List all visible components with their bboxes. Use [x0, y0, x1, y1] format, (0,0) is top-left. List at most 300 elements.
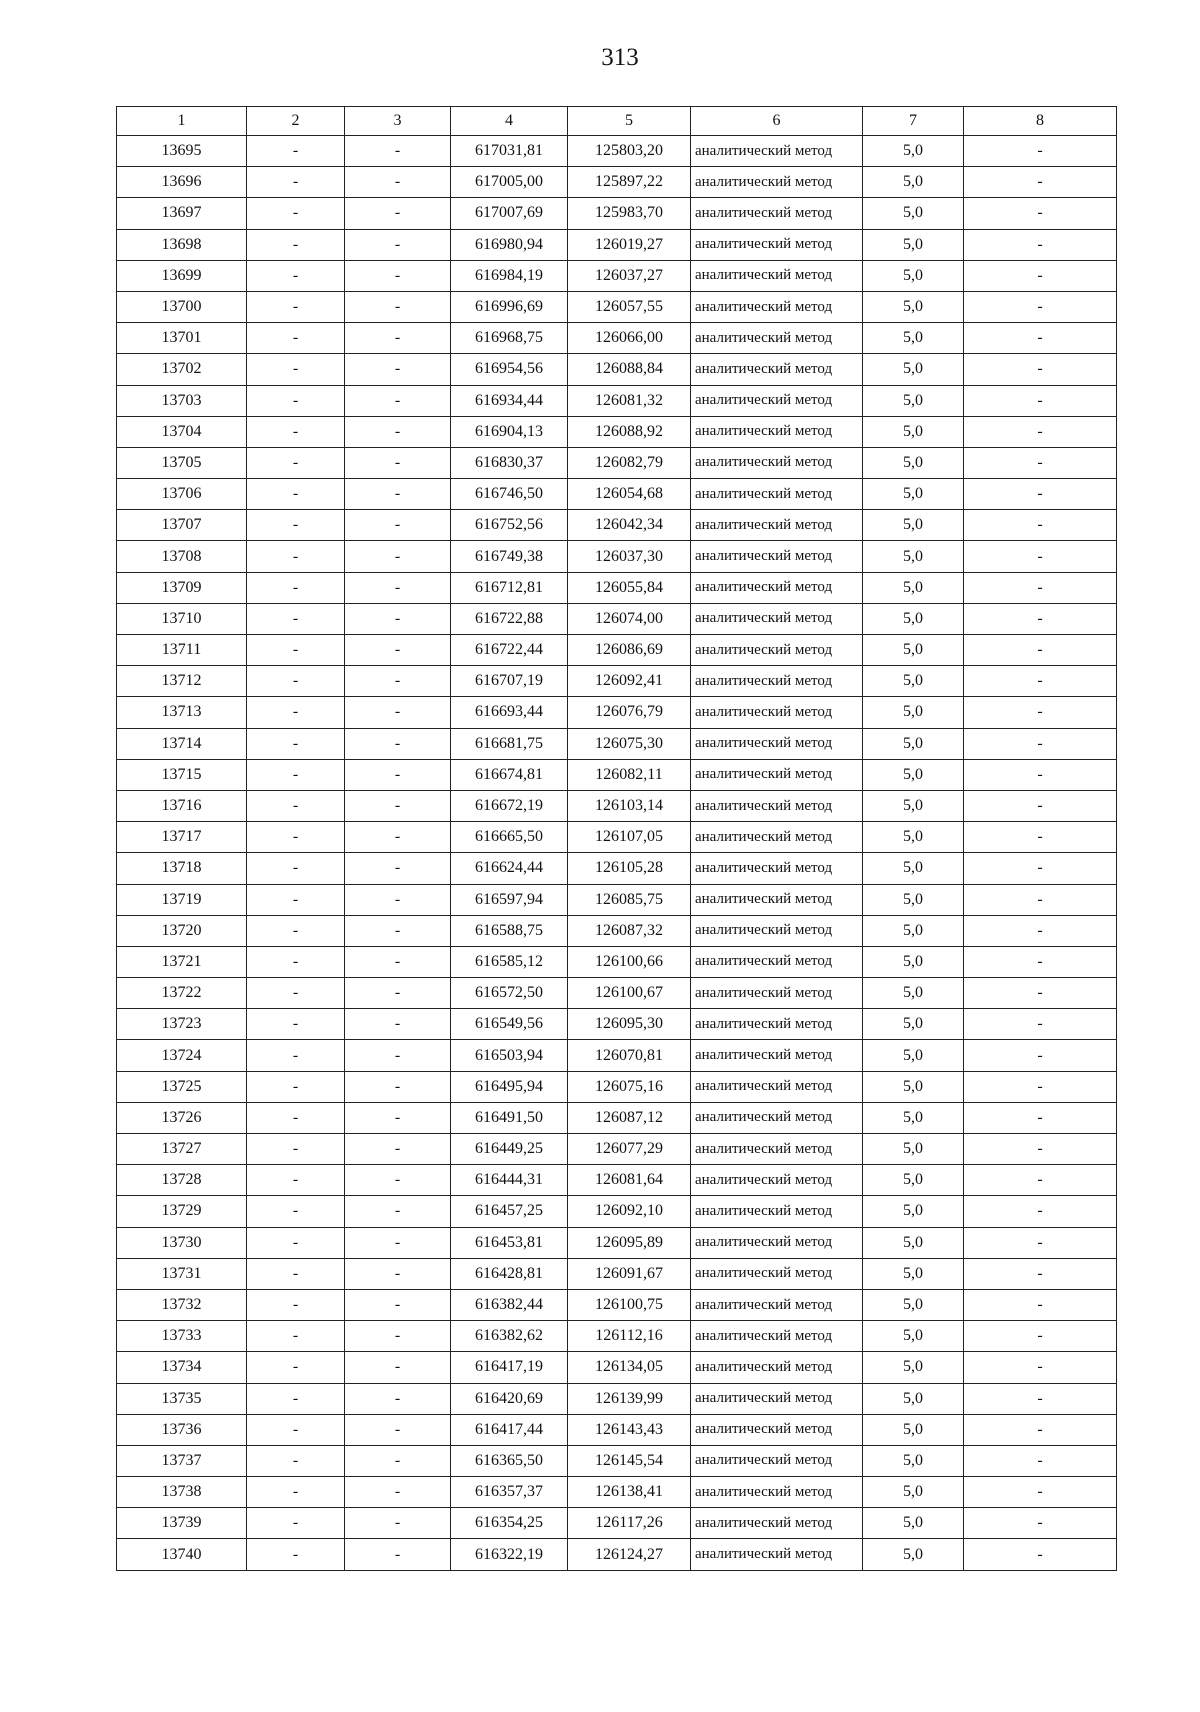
table-cell: 5,0 [863, 1009, 964, 1040]
table-cell: аналитический метод [691, 790, 863, 821]
table-cell: аналитический метод [691, 385, 863, 416]
table-cell: 126066,00 [568, 323, 691, 354]
table-cell: - [247, 447, 345, 478]
table-cell: 13711 [117, 635, 247, 666]
table-cell: - [345, 167, 451, 198]
header-cell: 7 [863, 107, 964, 136]
table-cell: 13718 [117, 853, 247, 884]
table-cell: - [247, 1352, 345, 1383]
table-cell: аналитический метод [691, 323, 863, 354]
table-row [117, 416, 1117, 447]
table-cell: - [964, 1508, 1117, 1539]
table-cell: 5,0 [863, 1539, 964, 1570]
table-cell: 13735 [117, 1383, 247, 1414]
table-cell: - [345, 510, 451, 541]
table-cell: 126076,79 [568, 697, 691, 728]
table-cell: 616934,44 [451, 385, 568, 416]
table-cell: - [964, 759, 1117, 790]
table-cell: - [964, 978, 1117, 1009]
table-cell: - [964, 1102, 1117, 1133]
table-cell: аналитический метод [691, 884, 863, 915]
table-cell: 126054,68 [568, 479, 691, 510]
table-cell: аналитический метод [691, 354, 863, 385]
table-cell: 13715 [117, 759, 247, 790]
table-cell: 126088,92 [568, 416, 691, 447]
table-row [117, 1227, 1117, 1258]
table-cell: аналитический метод [691, 1009, 863, 1040]
table-cell: 5,0 [863, 1165, 964, 1196]
table-cell: 5,0 [863, 1102, 964, 1133]
table-cell: 125983,70 [568, 198, 691, 229]
table-cell: - [247, 1196, 345, 1227]
table-cell: - [345, 666, 451, 697]
table-cell: 5,0 [863, 291, 964, 322]
table-cell: - [964, 354, 1117, 385]
table-cell: - [247, 1102, 345, 1133]
table-cell: 616624,44 [451, 853, 568, 884]
table-cell: 126037,27 [568, 260, 691, 291]
table-cell: 13736 [117, 1414, 247, 1445]
header-cell: 5 [568, 107, 691, 136]
table-cell: - [964, 198, 1117, 229]
table-cell: 126087,32 [568, 915, 691, 946]
table-row [117, 1009, 1117, 1040]
table-cell: 616417,44 [451, 1414, 568, 1445]
header-cell: 2 [247, 107, 345, 136]
table-row [117, 510, 1117, 541]
table-cell: 126092,10 [568, 1196, 691, 1227]
table-cell: 5,0 [863, 1258, 964, 1289]
table-cell: 5,0 [863, 385, 964, 416]
table-cell: 616597,94 [451, 884, 568, 915]
table-cell: - [964, 510, 1117, 541]
table-cell: 616681,75 [451, 728, 568, 759]
table-cell: 13729 [117, 1196, 247, 1227]
table-cell: 5,0 [863, 728, 964, 759]
table-cell: аналитический метод [691, 853, 863, 884]
table-row [117, 1258, 1117, 1289]
table-cell: - [964, 1289, 1117, 1320]
table-cell: - [247, 167, 345, 198]
table-row [117, 915, 1117, 946]
table-cell: - [247, 136, 345, 167]
table-cell: 126100,66 [568, 946, 691, 977]
table-cell: - [345, 822, 451, 853]
table-cell: - [964, 229, 1117, 260]
table-cell: 126138,41 [568, 1477, 691, 1508]
table-cell: - [345, 1227, 451, 1258]
table-cell: 13714 [117, 728, 247, 759]
table-cell: 126092,41 [568, 666, 691, 697]
table-cell: 616693,44 [451, 697, 568, 728]
table-cell: - [247, 385, 345, 416]
table-cell: 13695 [117, 136, 247, 167]
table-cell: - [345, 541, 451, 572]
table-cell: 126074,00 [568, 603, 691, 634]
table-cell: 13726 [117, 1102, 247, 1133]
table-cell: - [247, 1539, 345, 1570]
table-row [117, 447, 1117, 478]
table-cell: - [247, 1227, 345, 1258]
table-cell: 126070,81 [568, 1040, 691, 1071]
table-cell: - [247, 354, 345, 385]
table-cell: 616954,56 [451, 354, 568, 385]
table-cell: - [247, 884, 345, 915]
table-cell: 616417,19 [451, 1352, 568, 1383]
table-cell: 126117,26 [568, 1508, 691, 1539]
table-cell: 616365,50 [451, 1445, 568, 1476]
table-cell: - [964, 853, 1117, 884]
table-cell: 126082,11 [568, 759, 691, 790]
table-cell: - [345, 229, 451, 260]
table-row [117, 1165, 1117, 1196]
table-cell: 13722 [117, 978, 247, 1009]
table-cell: 5,0 [863, 790, 964, 821]
table-cell: аналитический метод [691, 603, 863, 634]
table-cell: 5,0 [863, 136, 964, 167]
table-cell: - [345, 1165, 451, 1196]
table-cell: аналитический метод [691, 1196, 863, 1227]
table-cell: 616357,37 [451, 1477, 568, 1508]
table-cell: - [345, 447, 451, 478]
table-cell: - [345, 1040, 451, 1071]
table-cell: 616449,25 [451, 1134, 568, 1165]
table-cell: аналитический метод [691, 1383, 863, 1414]
table-cell: 13701 [117, 323, 247, 354]
table-cell: 13705 [117, 447, 247, 478]
table-cell: 5,0 [863, 1321, 964, 1352]
table-cell: 13723 [117, 1009, 247, 1040]
table-header-row [117, 107, 1117, 136]
table-cell: 616588,75 [451, 915, 568, 946]
table-cell: 13706 [117, 479, 247, 510]
table-cell: 126085,75 [568, 884, 691, 915]
table-row [117, 1477, 1117, 1508]
table-cell: аналитический метод [691, 1258, 863, 1289]
header-cell: 3 [345, 107, 451, 136]
table-cell: 13700 [117, 291, 247, 322]
table-cell: - [964, 603, 1117, 634]
table-row [117, 1321, 1117, 1352]
table-cell: - [247, 229, 345, 260]
table-cell: аналитический метод [691, 1477, 863, 1508]
table-cell: аналитический метод [691, 915, 863, 946]
table-cell: аналитический метод [691, 479, 863, 510]
table-cell: аналитический метод [691, 1414, 863, 1445]
table-cell: - [964, 1040, 1117, 1071]
table-cell: - [964, 790, 1117, 821]
table-cell: 5,0 [863, 572, 964, 603]
table-row [117, 323, 1117, 354]
table-cell: 125897,22 [568, 167, 691, 198]
table-cell: 126057,55 [568, 291, 691, 322]
table-cell: 13732 [117, 1289, 247, 1320]
table-cell: - [247, 1165, 345, 1196]
table-row [117, 136, 1117, 167]
table-cell: 13697 [117, 198, 247, 229]
table-row [117, 1414, 1117, 1445]
table-cell: 13710 [117, 603, 247, 634]
table-cell: - [345, 1352, 451, 1383]
table-row [117, 1196, 1117, 1227]
table-cell: - [964, 1258, 1117, 1289]
table-row [117, 790, 1117, 821]
table-cell: - [345, 1134, 451, 1165]
table-cell: 5,0 [863, 1414, 964, 1445]
table-cell: аналитический метод [691, 759, 863, 790]
table-cell: - [345, 790, 451, 821]
table-cell: аналитический метод [691, 1508, 863, 1539]
table-cell: - [247, 728, 345, 759]
table-cell: аналитический метод [691, 1352, 863, 1383]
table-cell: 13708 [117, 541, 247, 572]
table-cell: 616354,25 [451, 1508, 568, 1539]
table-cell: 126055,84 [568, 572, 691, 603]
table-cell: 126095,30 [568, 1009, 691, 1040]
table-cell: аналитический метод [691, 1289, 863, 1320]
table-cell: 13731 [117, 1258, 247, 1289]
table-cell: аналитический метод [691, 510, 863, 541]
table-cell: - [964, 915, 1117, 946]
table-row [117, 479, 1117, 510]
table-cell: 5,0 [863, 416, 964, 447]
table-row [117, 728, 1117, 759]
table-cell: 5,0 [863, 1445, 964, 1476]
table-cell: - [345, 1477, 451, 1508]
table-cell: аналитический метод [691, 978, 863, 1009]
table-cell: - [964, 884, 1117, 915]
table-cell: 126124,27 [568, 1539, 691, 1570]
table-cell: 126037,30 [568, 541, 691, 572]
table-row [117, 385, 1117, 416]
table-cell: 616572,50 [451, 978, 568, 1009]
table-cell: - [964, 1165, 1117, 1196]
table-cell: 13725 [117, 1071, 247, 1102]
table-cell: 617007,69 [451, 198, 568, 229]
table-row [117, 603, 1117, 634]
table-cell: - [345, 915, 451, 946]
table-cell: 616491,50 [451, 1102, 568, 1133]
table-row [117, 822, 1117, 853]
table-cell: - [964, 1414, 1117, 1445]
table-cell: - [964, 1445, 1117, 1476]
table-cell: 13721 [117, 946, 247, 977]
table-cell: - [247, 1477, 345, 1508]
table-cell: - [964, 666, 1117, 697]
table-cell: - [964, 822, 1117, 853]
table-cell: - [964, 1321, 1117, 1352]
table-cell: - [247, 666, 345, 697]
table-row [117, 978, 1117, 1009]
table-row [117, 1289, 1117, 1320]
coordinates-table [116, 106, 1117, 1571]
table-cell: аналитический метод [691, 1071, 863, 1102]
table-cell: 126088,84 [568, 354, 691, 385]
header-cell: 6 [691, 107, 863, 136]
table-cell: - [247, 479, 345, 510]
table-cell: 13720 [117, 915, 247, 946]
table-cell: 616444,31 [451, 1165, 568, 1196]
table-cell: - [345, 1196, 451, 1227]
table-cell: 616382,44 [451, 1289, 568, 1320]
table-cell: аналитический метод [691, 666, 863, 697]
table-cell: 616420,69 [451, 1383, 568, 1414]
table-row [117, 198, 1117, 229]
table-row [117, 635, 1117, 666]
table-row [117, 1383, 1117, 1414]
table-row [117, 946, 1117, 977]
table-cell: 5,0 [863, 447, 964, 478]
table-cell: 126105,28 [568, 853, 691, 884]
table-cell: - [964, 1477, 1117, 1508]
table-cell: 5,0 [863, 915, 964, 946]
table-row [117, 1539, 1117, 1570]
table-cell: 5,0 [863, 541, 964, 572]
table-cell: 126042,34 [568, 510, 691, 541]
table-cell: 5,0 [863, 1040, 964, 1071]
table-cell: - [247, 260, 345, 291]
table-cell: аналитический метод [691, 635, 863, 666]
table-cell: 126019,27 [568, 229, 691, 260]
table-cell: - [964, 416, 1117, 447]
table-cell: - [964, 447, 1117, 478]
table-cell: аналитический метод [691, 946, 863, 977]
table-cell: 126091,67 [568, 1258, 691, 1289]
table-cell: - [345, 260, 451, 291]
table-cell: 5,0 [863, 323, 964, 354]
table-cell: аналитический метод [691, 1134, 863, 1165]
table-cell: 13739 [117, 1508, 247, 1539]
table-cell: - [247, 572, 345, 603]
table-cell: - [247, 853, 345, 884]
table-cell: 616980,94 [451, 229, 568, 260]
table-cell: - [345, 1539, 451, 1570]
table-cell: 126100,67 [568, 978, 691, 1009]
table-cell: - [345, 1102, 451, 1133]
table-cell: 5,0 [863, 697, 964, 728]
table-cell: 126087,12 [568, 1102, 691, 1133]
table-cell: аналитический метод [691, 1040, 863, 1071]
table-cell: - [964, 572, 1117, 603]
table-row [117, 666, 1117, 697]
table-cell: 5,0 [863, 1227, 964, 1258]
table-cell: - [964, 1227, 1117, 1258]
table-cell: 126075,16 [568, 1071, 691, 1102]
table-cell: 616968,75 [451, 323, 568, 354]
table-row [117, 1445, 1117, 1476]
table-cell: - [247, 323, 345, 354]
table-cell: - [247, 946, 345, 977]
table-cell: - [345, 1321, 451, 1352]
table-cell: 13738 [117, 1477, 247, 1508]
table-cell: 5,0 [863, 1352, 964, 1383]
table-cell: - [964, 946, 1117, 977]
table-cell: 616712,81 [451, 572, 568, 603]
table-cell: - [247, 1289, 345, 1320]
table-cell: - [247, 1071, 345, 1102]
table-cell: 616674,81 [451, 759, 568, 790]
table-cell: аналитический метод [691, 447, 863, 478]
table-cell: аналитический метод [691, 1445, 863, 1476]
table-cell: 126139,99 [568, 1383, 691, 1414]
table-cell: - [247, 1321, 345, 1352]
table-cell: 5,0 [863, 167, 964, 198]
table-body [117, 107, 1117, 1571]
table-cell: - [964, 541, 1117, 572]
table-cell: - [964, 260, 1117, 291]
table-cell: - [345, 1414, 451, 1445]
table-cell: 5,0 [863, 1289, 964, 1320]
table-cell: 5,0 [863, 1071, 964, 1102]
table-cell: - [345, 635, 451, 666]
table-cell: 5,0 [863, 354, 964, 385]
table-cell: 126081,64 [568, 1165, 691, 1196]
table-cell: 5,0 [863, 1383, 964, 1414]
table-row [117, 572, 1117, 603]
table-cell: - [247, 1258, 345, 1289]
table-cell: 616752,56 [451, 510, 568, 541]
table-cell: аналитический метод [691, 1227, 863, 1258]
table-cell: 616453,81 [451, 1227, 568, 1258]
table-cell: 13704 [117, 416, 247, 447]
table-cell: 5,0 [863, 229, 964, 260]
table-cell: - [247, 416, 345, 447]
table-cell: - [345, 1445, 451, 1476]
table-cell: аналитический метод [691, 541, 863, 572]
table-cell: 5,0 [863, 479, 964, 510]
table-cell: - [247, 697, 345, 728]
table-cell: - [345, 1289, 451, 1320]
table-cell: - [247, 510, 345, 541]
table-cell: 616984,19 [451, 260, 568, 291]
table-cell: - [345, 572, 451, 603]
table-cell: - [345, 728, 451, 759]
header-cell: 4 [451, 107, 568, 136]
table-cell: 126095,89 [568, 1227, 691, 1258]
table-cell: 126082,79 [568, 447, 691, 478]
table-cell: аналитический метод [691, 728, 863, 759]
table-cell: 126103,14 [568, 790, 691, 821]
table-cell: 126112,16 [568, 1321, 691, 1352]
table-cell: 5,0 [863, 946, 964, 977]
table-cell: - [247, 1009, 345, 1040]
table-row [117, 229, 1117, 260]
table-cell: - [345, 697, 451, 728]
table-cell: - [247, 822, 345, 853]
table-row [117, 853, 1117, 884]
table-cell: 126100,75 [568, 1289, 691, 1320]
table-cell: 616503,94 [451, 1040, 568, 1071]
table-cell: - [345, 1009, 451, 1040]
table-cell: - [345, 1258, 451, 1289]
table-cell: - [345, 1508, 451, 1539]
table-row [117, 697, 1117, 728]
table-cell: - [247, 1414, 345, 1445]
table-cell: 126134,05 [568, 1352, 691, 1383]
table-cell: - [345, 884, 451, 915]
table-cell: аналитический метод [691, 260, 863, 291]
table-cell: 13728 [117, 1165, 247, 1196]
table-row [117, 1102, 1117, 1133]
table-cell: 13713 [117, 697, 247, 728]
table-cell: 126077,29 [568, 1134, 691, 1165]
table-cell: 13719 [117, 884, 247, 915]
table-cell: 616904,13 [451, 416, 568, 447]
table-row [117, 167, 1117, 198]
table-cell: аналитический метод [691, 229, 863, 260]
table-cell: 13730 [117, 1227, 247, 1258]
table-cell: аналитический метод [691, 167, 863, 198]
